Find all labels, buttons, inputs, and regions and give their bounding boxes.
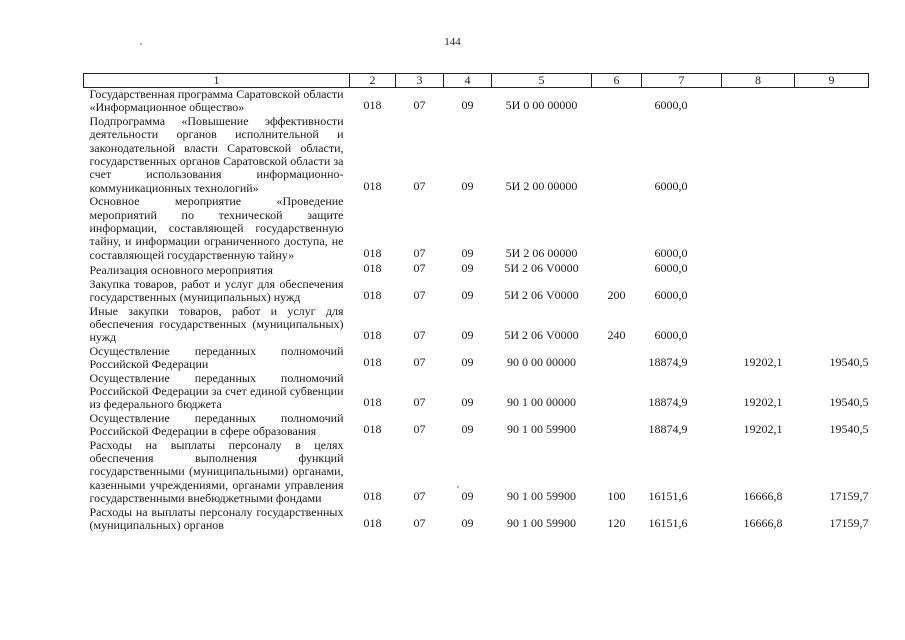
row-section: 07 <box>413 328 426 343</box>
table-row <box>84 195 869 262</box>
row-subsection: 09 <box>461 489 474 504</box>
row-section: 07 <box>413 178 426 193</box>
row-target-article: 90 0 00 00000 <box>507 355 576 370</box>
row-amount-year2 <box>722 278 795 305</box>
row-target-article: 90 1 00 00000 <box>507 395 576 410</box>
row-amount-year3: 17159,7 <box>829 516 869 530</box>
row-amount-year1: 6000,0 <box>654 98 688 113</box>
row-amount-year1: 18874,9 <box>648 422 688 437</box>
row-target-article: 90 1 00 59900 <box>507 422 576 437</box>
row-expense-type: 240 <box>607 328 626 343</box>
row-amount-year1: 18874,9 <box>648 395 688 410</box>
row-subsection: 09 <box>461 355 474 370</box>
row-amount-year2 <box>722 195 795 262</box>
row-description: Расходы на выплаты персоналу в целях обеспечения выполнения функций государственными (муниципальными) органами, казенными учреждениями, органами управления государственными внебюджетными фондами <box>89 437 344 506</box>
row-amount-year2: 19202,1 <box>743 395 783 410</box>
table-row <box>84 305 869 345</box>
row-amount-year2 <box>722 88 795 115</box>
row-section: 07 <box>413 245 426 260</box>
row-amount-year2 <box>722 115 795 195</box>
row-admin-code: 018 <box>363 261 382 276</box>
header-col-7: 7 <box>642 74 722 88</box>
table-row <box>84 439 869 506</box>
row-target-article: 5И 2 06 00000 <box>505 245 578 260</box>
row-description: Подпрограмма «Повышение эффективности деятельности органов исполнительной и законодательной власти Саратовской области, государственных органов Саратовской области за счет использования информационно-коммуникационных технологий» <box>89 113 344 195</box>
row-expense-type <box>592 345 642 372</box>
table-row <box>84 345 869 372</box>
page-number: 144 <box>444 36 461 48</box>
row-admin-code: 018 <box>363 245 382 260</box>
row-amount-year2 <box>722 305 795 345</box>
table-row <box>84 88 869 115</box>
header-col-3: 3 <box>396 74 444 88</box>
header-col-6: 6 <box>592 74 642 88</box>
row-section: 07 <box>413 395 426 410</box>
row-subsection: 09 <box>461 261 474 276</box>
row-amount-year2: 16666,8 <box>743 489 783 504</box>
row-amount-year2: 16666,8 <box>743 516 783 530</box>
row-target-article: 90 1 00 59900 <box>507 516 576 530</box>
row-section: 07 <box>413 489 426 504</box>
row-amount-year3 <box>795 262 869 277</box>
table-row <box>84 506 869 533</box>
table-row <box>84 115 869 195</box>
row-admin-code: 018 <box>363 516 382 530</box>
row-section: 07 <box>413 261 426 276</box>
row-amount-year3: 19540,5 <box>829 355 869 370</box>
row-expense-type <box>592 412 642 439</box>
row-subsection: 09 <box>461 178 474 193</box>
header-col-8: 8 <box>722 74 795 88</box>
row-description: Реализация основного мероприятия <box>89 263 273 278</box>
header-col-2: 2 <box>350 74 396 88</box>
row-target-article: 5И 2 06 V0000 <box>504 288 579 303</box>
row-amount-year3 <box>795 195 869 262</box>
row-amount-year3: 19540,5 <box>829 422 869 437</box>
row-description: Осуществление переданных полномочий Российской Федерации в сфере образования <box>89 410 344 439</box>
row-expense-type: 200 <box>607 288 626 303</box>
row-target-article: 5И 2 06 V0000 <box>504 261 579 276</box>
row-amount-year2 <box>722 262 795 277</box>
header-col-4: 4 <box>444 74 492 88</box>
row-section: 07 <box>413 355 426 370</box>
row-description: Осуществление переданных полномочий Российской Федерации за счет единой субвенции из федерального бюджета <box>89 370 344 412</box>
row-admin-code: 018 <box>363 355 382 370</box>
row-subsection: 09 <box>461 516 474 530</box>
row-description: Основное мероприятие «Проведение мероприятий по технической защите информации, составляющей государственную тайну, и информации ограниченного доступа, не составляющей государственную тайну» <box>89 194 344 262</box>
row-section: 07 <box>413 288 426 303</box>
row-target-article: 5И 2 06 V0000 <box>504 328 579 343</box>
row-description: Расходы на выплаты персоналу государственных (муниципальных) органов <box>89 504 344 532</box>
row-description: Закупка товаров, работ и услуг для обеспечения государственных (муниципальных) нужд <box>89 276 344 305</box>
scan-speck <box>140 43 142 45</box>
row-admin-code: 018 <box>363 178 382 193</box>
row-target-article: 5И 0 00 00000 <box>505 98 578 113</box>
row-description: Осуществление переданных полномочий Российской Федерации <box>89 343 344 372</box>
table-row <box>84 412 869 439</box>
row-amount-year3 <box>795 305 869 345</box>
row-admin-code: 018 <box>363 328 382 343</box>
row-section: 07 <box>413 98 426 113</box>
row-amount-year3: 17159,7 <box>829 489 869 504</box>
row-target-article: 5И 2 00 00000 <box>505 178 578 193</box>
row-admin-code: 018 <box>363 422 382 437</box>
row-subsection: 09 <box>461 245 474 260</box>
row-amount-year1: 6000,0 <box>654 261 688 276</box>
row-subsection: 09 <box>461 395 474 410</box>
row-admin-code: 018 <box>363 288 382 303</box>
table-row <box>84 262 869 277</box>
table-row <box>84 278 869 305</box>
row-expense-type <box>592 195 642 262</box>
row-description: Государственная программа Саратовской области «Информационное общество» <box>89 87 344 115</box>
row-expense-type: 100 <box>607 489 626 504</box>
row-amount-year1: 6000,0 <box>654 245 688 260</box>
row-amount-year1: 18874,9 <box>648 355 688 370</box>
row-amount-year1: 16151,6 <box>648 489 688 504</box>
row-amount-year1: 6000,0 <box>654 178 688 193</box>
row-admin-code: 018 <box>363 489 382 504</box>
row-admin-code: 018 <box>363 395 382 410</box>
row-expense-type: 120 <box>607 516 626 530</box>
budget-table <box>83 73 869 532</box>
row-section: 07 <box>413 516 426 530</box>
row-amount-year1: 16151,6 <box>648 516 688 530</box>
row-expense-type <box>592 262 642 277</box>
row-amount-year1: 6000,0 <box>654 288 688 303</box>
header-col-5: 5 <box>492 74 592 88</box>
row-amount-year3: 19540,5 <box>829 395 869 410</box>
row-subsection: 09 <box>461 328 474 343</box>
row-expense-type <box>592 115 642 195</box>
scan-speck <box>457 486 459 488</box>
row-expense-type <box>592 88 642 115</box>
header-col-9: 9 <box>795 74 869 88</box>
header-col-1: 1 <box>84 74 350 88</box>
row-target-article: 90 1 00 59900 <box>507 489 576 504</box>
row-subsection: 09 <box>461 98 474 113</box>
row-expense-type <box>592 372 642 412</box>
row-amount-year3 <box>795 278 869 305</box>
row-subsection: 09 <box>461 422 474 437</box>
row-amount-year2: 19202,1 <box>743 422 783 437</box>
row-amount-year1: 6000,0 <box>654 328 688 343</box>
table-row <box>84 372 869 412</box>
row-section: 07 <box>413 422 426 437</box>
row-admin-code: 018 <box>363 98 382 113</box>
row-description: Иные закупки товаров, работ и услуг для обеспечения государственных (муниципальных) нужд <box>89 303 344 345</box>
row-amount-year3 <box>795 115 869 195</box>
row-amount-year3 <box>795 88 869 115</box>
header-row <box>84 74 869 88</box>
row-subsection: 09 <box>461 288 474 303</box>
budget-table-container <box>83 73 868 532</box>
row-amount-year2: 19202,1 <box>743 355 783 370</box>
